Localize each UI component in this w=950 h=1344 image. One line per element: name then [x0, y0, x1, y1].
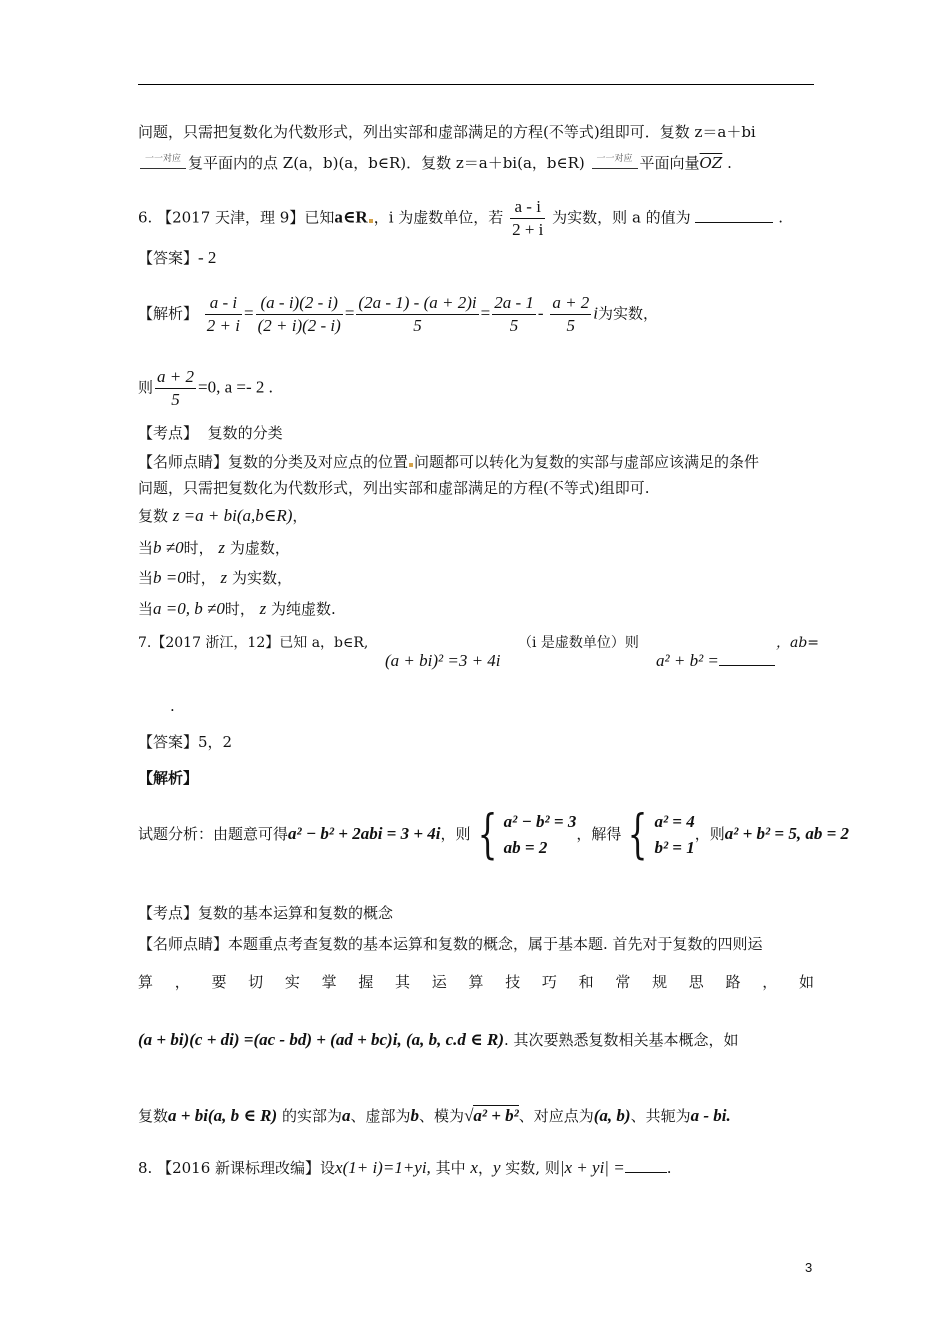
q6-answer-blank: [695, 208, 773, 223]
q7-mingshi-4: 复数a + bi(a, b ∈ R) 的实部为a、虚部为b、模为√a² + b²、对应点为(a, b)、共轭为a - bi.: [138, 1106, 731, 1125]
intro-line-1: 问题，只需把复数化为代数形式，列出实部和虚部满足的方程(不等式)组即可．复数 z＝a＋bi: [138, 123, 756, 141]
q7-mingshi-1: 【名师点睛】本题重点考查复数的基本运算和复数的概念，属于基本题. 首先对于复数的四则运: [138, 935, 763, 953]
spread-char: 规: [652, 973, 668, 991]
spread-char: ，: [174, 973, 190, 991]
spread-char: 技: [505, 973, 521, 991]
spread-char: ，: [762, 973, 778, 991]
correspondence-arrow-2: 一一对应: [590, 155, 640, 173]
spread-char: 如: [798, 973, 814, 991]
q7-stem: 7.【2017 浙江，12】已知 a，b∈R,: [138, 635, 369, 651]
spread-char: 算: [468, 973, 484, 991]
q6-case-3: 当a =0, b ≠0时， z 为纯虚数.: [138, 599, 336, 618]
q7-ab: ，ab=: [776, 635, 820, 651]
spread-char: 常: [615, 973, 631, 991]
q6-mingshi-1: 【名师点睛】复数的分类及对应点的位置 问题都可以转化为复数的实部与虚部应该满足的条件: [138, 453, 760, 471]
q6-mingshi-2: 问题，只需把复数化为代数形式，列出实部和虚部满足的方程(不等式)组即可.: [138, 479, 650, 497]
q7-mingshi-3: (a + bi)(c + di) =(ac - bd) + (ad + bc)i, (a, b, c.d ∈ R). 其次要熟悉复数相关基本概念，如: [138, 1030, 739, 1049]
q7-expr: (a + bi)² =3 + 4i: [385, 651, 501, 670]
q7-blank-2: .: [170, 697, 175, 715]
spread-char: 其: [395, 973, 411, 991]
spread-char: 算: [138, 973, 154, 991]
spread-char: 和: [578, 973, 594, 991]
q7-paren: （i 是虚数单位）则: [518, 635, 639, 651]
spread-char: 握: [358, 973, 374, 991]
q7-analysis: 试题分析：由题意可得a² − b² + 2abi = 3 + 4i，则 { a² − b² = 3 ab = 2 ，解得 { a² = 4 b² = 1 ，则a² + b² = 5, ab = 2: [138, 804, 850, 865]
q6-fraction: $\frac{a - i}{2 + i}$: [512, 197, 544, 239]
q7-answer: 【答案】5，2: [138, 733, 233, 751]
spread-char: 路: [725, 973, 741, 991]
q7-jiexi: 【解析】: [138, 769, 199, 787]
q8-answer-blank: [625, 1158, 667, 1173]
q7-mingshi-2: [138, 972, 814, 992]
q6-kaodian: 【考点】 复数的分类: [138, 424, 283, 442]
q6-case-2: 当b =0时， z 为实数，: [138, 568, 292, 587]
q8-stem: 8. 【2016 新课标理改编】设x(1+ i)=1+yi, 其中 x，y 实数, 则|x + yi| = .: [138, 1158, 672, 1177]
q6-stem: 6. 【2017 天津，理 9】已知a∈R ，i 为虚数单位，若 $\frac{a - i}{2 + i}$ 为实数，则 a 的值为 .: [138, 197, 783, 239]
spread-char: 掌: [321, 973, 337, 991]
spread-char: 思: [688, 973, 704, 991]
q6-answer: 【答案】- 2: [138, 248, 217, 267]
system-1: a² − b² = 3 ab = 2: [503, 811, 577, 857]
correspondence-arrow-1: 一一对应: [138, 155, 188, 173]
intro-line-2: 一一对应 复平面内的点 Z(a，b)(a，b∈R)．复数 z＝a＋bi(a，b∈R) 一一对应 平面向量$\overline{OZ}$ .: [138, 153, 732, 173]
spread-char: 运: [431, 973, 447, 991]
system-2: a² = 4 b² = 1: [654, 811, 695, 857]
q7-kaodian: 【考点】复数的基本运算和复数的概念: [138, 904, 394, 922]
q7-expr2: a² + b² =: [656, 651, 775, 671]
spread-char: 切: [248, 973, 264, 991]
q6-case-0: 复数 z =a + bi(a,b∈R)，: [138, 506, 308, 525]
q6-solution: 【解析】 $\frac{a - i}{2 + i}$ = $\frac{(a - i)(2 - i)}{(2 + i)(2 - i)}$ = $\frac{(2a - 1) - (a + 2)i}{5}$ = $\frac{2a - 1}{5}$ - $\frac{a + 2}{5}$ i为实数，: [138, 293, 659, 335]
header-rule: [138, 84, 814, 85]
page-number: 3: [805, 1260, 813, 1275]
q6-case-1: 当b ≠0时， z 为虚数，: [138, 538, 290, 557]
spread-char: 巧: [541, 973, 557, 991]
q6-conclusion: 则 $\frac{a + 2}{5}$ =0, a =- 2 .: [138, 367, 273, 409]
q7-blank-1: [719, 651, 775, 666]
spread-char: 实: [284, 973, 300, 991]
spread-char: 要: [211, 973, 227, 991]
